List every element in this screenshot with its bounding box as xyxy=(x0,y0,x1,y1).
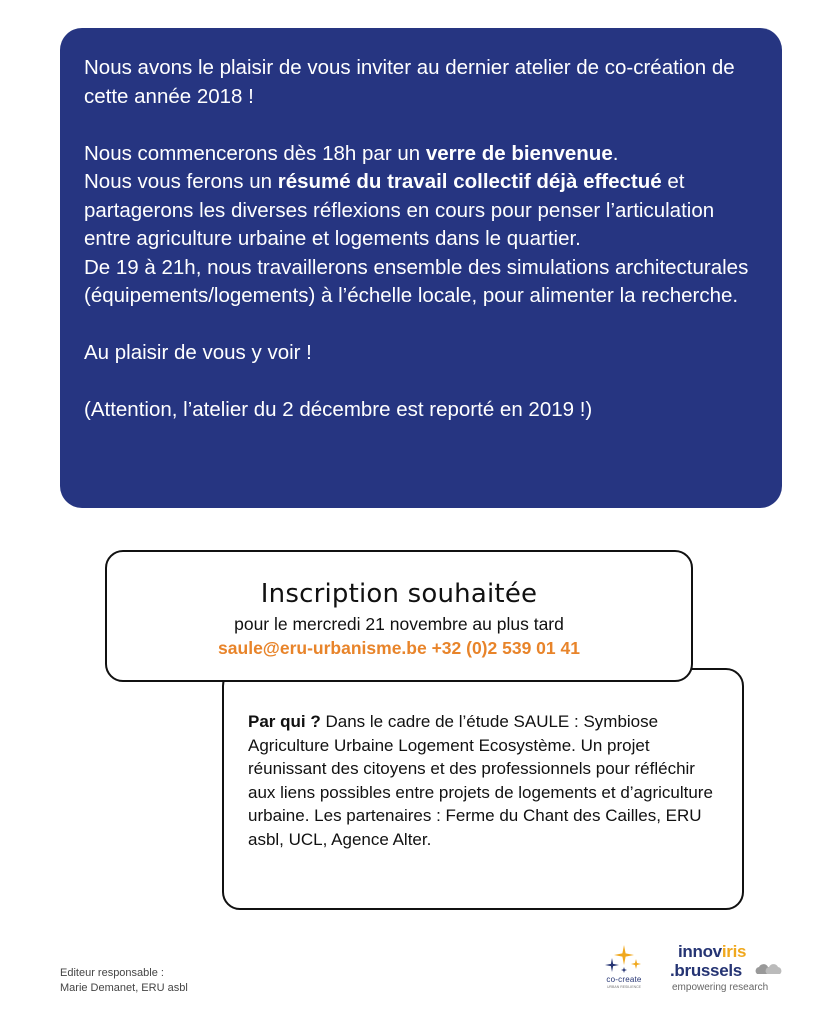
registration-deadline: pour le mercredi 21 novembre au plus tard xyxy=(234,614,564,634)
invitation-panel xyxy=(60,28,782,508)
cocreate-wordmark: co-create xyxy=(606,975,642,984)
registration-box xyxy=(105,550,693,682)
invitation-paragraph-4: De 19 à 21h, nous travaillerons ensemble des simulations architecturales (équipements/logements) à l’échelle locale, pour alimenter la recherche. xyxy=(84,255,749,307)
innov-text: innov xyxy=(678,942,722,961)
project-info-label: Par qui ? xyxy=(248,712,321,731)
project-info-text: Dans le cadre de l’étude SAULE : Symbiose Agriculture Urbaine Logement Ecosystème. Un projet réunissant des citoyens et des professionnels pour réfléchir aux liens possibles entre projets de logements et d’agriculture urbaine. Les partenaires : Ferme du Chant des Cailles, ERU asbl, UCL, Agence Alter. xyxy=(248,712,713,849)
summary-highlight: résumé du travail collectif déjà effectué xyxy=(277,170,662,193)
sparkle-stars-icon xyxy=(596,944,652,976)
invitation-paragraph-2 xyxy=(84,140,758,169)
cocreate-tagline: URBAN RESILIENCE xyxy=(606,985,642,989)
postponement-notice: (Attention, l’atelier du 2 décembre est reporté en 2019 !) xyxy=(84,398,593,421)
project-info-box xyxy=(222,668,744,910)
publisher-label: Editeur responsable : xyxy=(60,967,164,979)
summary-rest: et partagerons les diverses réflexions en cours pour penser l’articulation entre agriculture urbaine et logements dans le quartier. xyxy=(84,170,715,250)
brussels-wordmark: .brussels xyxy=(670,961,742,980)
cocreate-logo xyxy=(596,944,652,994)
innoviris-logo xyxy=(670,942,790,996)
welcome-period: . xyxy=(612,141,619,165)
invitation-paragraph-3 xyxy=(84,168,758,254)
publisher-name: Marie Demanet, ERU asbl xyxy=(60,982,188,994)
welcome-drink-highlight: verre de bienvenue xyxy=(425,141,613,165)
invitation-closing: Au plaisir de vous y voir ! xyxy=(84,341,312,364)
invitation-paragraph-1: Nous avons le plaisir de vous inviter au dernier atelier de co-création de cette année 2018 ! xyxy=(84,56,735,108)
innoviris-wordmark xyxy=(678,942,746,962)
welcome-text: Nous commencerons dès 18h par un xyxy=(84,141,426,165)
cloud-icon xyxy=(754,962,784,976)
innoviris-tagline: empowering research xyxy=(672,982,769,993)
iris-text: iris xyxy=(721,942,747,961)
registration-title: Inscription souhaitée xyxy=(260,579,538,609)
registration-contact[interactable]: saule@eru-urbanisme.be +32 (0)2 539 01 41 xyxy=(218,638,580,658)
summary-intro: Nous vous ferons un xyxy=(84,170,278,193)
publisher-info xyxy=(60,966,188,996)
